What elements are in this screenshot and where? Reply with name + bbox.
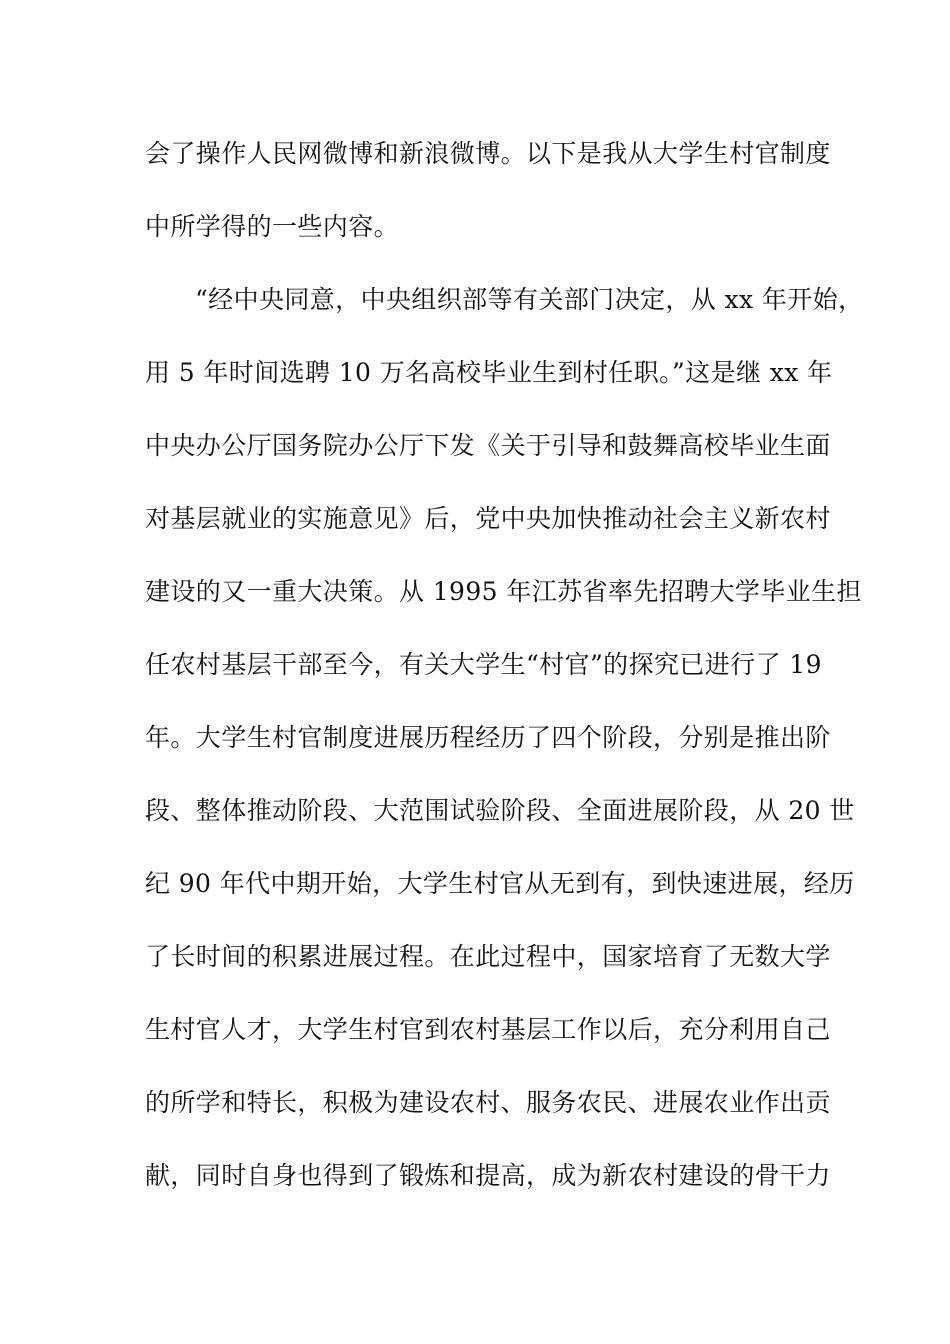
text-line-8: 任农村基层干部至今，有关大学生“村官”的探究已进行了 19 [145,650,822,679]
text-line-2: 中所学得的一些内容。 [145,212,400,241]
text-line-4: 用 5 年时间选聘 10 万名高校毕业生到村任职。”这是继 xx 年 [145,358,833,387]
text-line-5: 中央办公厅国务院办公厅下发《关于引导和鼓舞高校毕业生面 [145,431,831,460]
document-text-body [145,126,864,1221]
text-line-9: 年。大学生村官制度进展历程经历了四个阶段，分别是推出阶 [145,723,831,752]
text-line-3: “经中央同意，中央组织部等有关部门决定，从 xx 年开始， [195,285,864,314]
text-line-14: 的所学和特长，积极为建设农村、服务农民、进展农业作出贡 [145,1088,831,1117]
text-line-6: 对基层就业的实施意见》后，党中央加快推动社会主义新农村 [145,504,831,533]
text-line-1: 会了操作人民网微博和新浪微博。以下是我从大学生村官制度 [145,139,831,168]
text-line-12: 了长时间的积累进展过程。在此过程中，国家培育了无数大学 [145,942,831,971]
text-line-13: 生村官人才，大学生村官到农村基层工作以后，充分利用自己 [145,1015,831,1044]
text-line-10: 段、整体推动阶段、大范围试验阶段、全面进展阶段，从 20 世 [145,796,855,825]
text-line-11: 纪 90 年代中期开始，大学生村官从无到有，到快速进展，经历 [145,869,855,898]
text-line-7: 建设的又一重大决策。从 1995 年江苏省率先招聘大学毕业生担 [145,577,862,606]
text-line-15: 献，同时自身也得到了锻炼和提高，成为新农村建设的骨干力 [145,1161,831,1190]
